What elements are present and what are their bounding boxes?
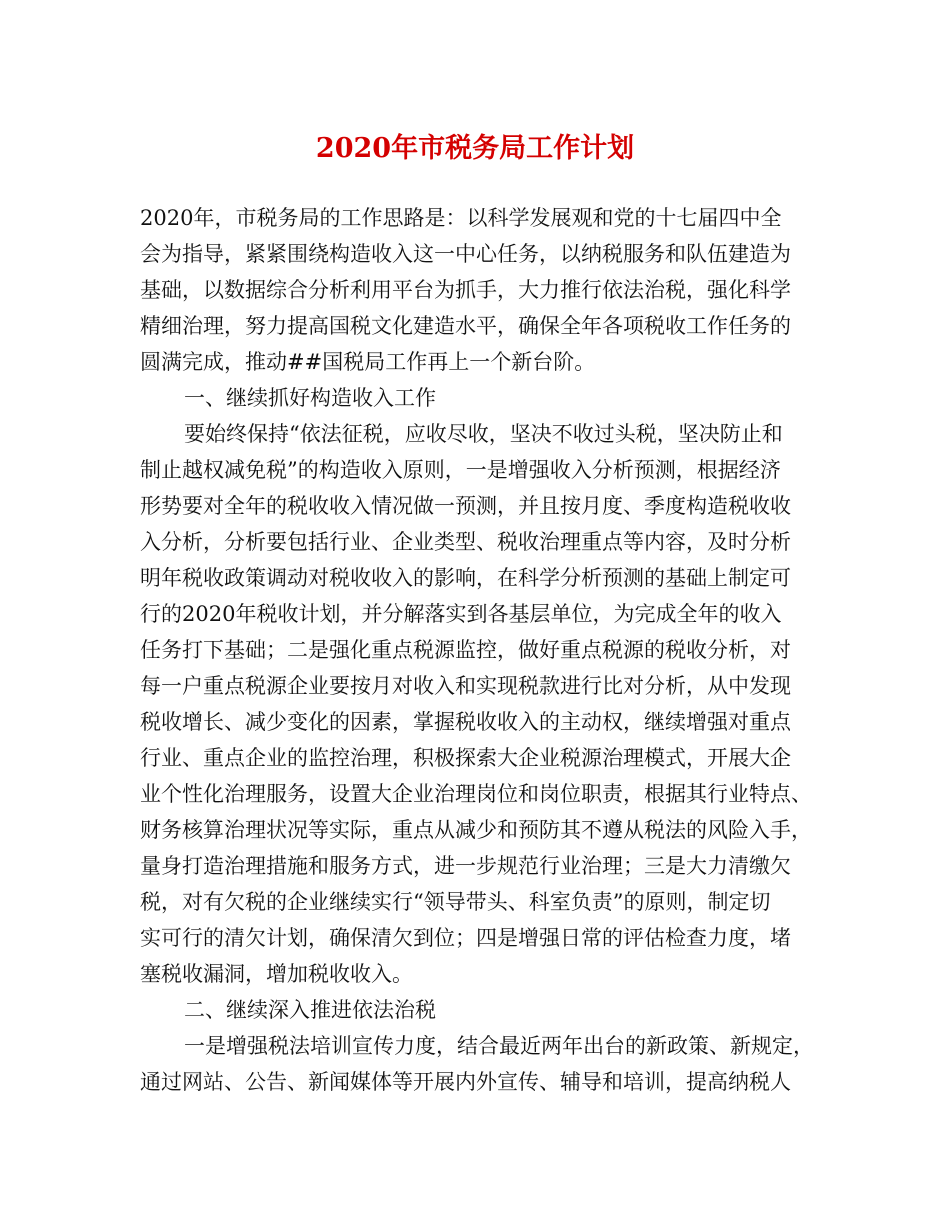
- paragraph-line: 基础，以数据综合分析利用平台为抓手，大力推行依法治税，强化科学: [140, 278, 791, 302]
- paragraph-line: 税收增长、减少变化的因素，掌握税收收入的主动权，继续增强对重点: [140, 710, 791, 734]
- paragraph-line: 任务打下基础；二是强化重点税源监控，做好重点税源的税收分析，对: [140, 638, 791, 662]
- paragraph-line: 量身打造治理措施和服务方式，进一步规范行业治理；三是大力清缴欠: [140, 854, 791, 878]
- section-heading-1: 一、继续抓好构造收入工作: [184, 386, 436, 410]
- paragraph-line: 通过网站、公告、新闻媒体等开展内外宣传、辅导和培训，提高纳税人: [140, 1070, 791, 1094]
- paragraph-line: 行业、重点企业的监控治理，积极探索大企业税源治理模式，开展大企: [140, 746, 791, 770]
- paragraph-line: 形势要对全年的税收收入情况做一预测，并且按月度、季度构造税收收: [140, 494, 791, 518]
- paragraph-line: 圆满完成，推动##国税局工作再上一个新台阶。: [140, 350, 596, 374]
- paragraph-line: 每一户重点税源企业要按月对收入和实现税款进行比对分析，从中发现: [140, 674, 791, 698]
- paragraph-line: 业个性化治理服务，设置大企业治理岗位和岗位职责，根据其行业特点、: [140, 782, 812, 806]
- paragraph-line: 2020年，市税务局的工作思路是：以科学发展观和党的十七届四中全: [140, 206, 782, 230]
- document-body: [140, 200, 830, 1100]
- paragraph-line: 明年税收政策调动对税收收入的影响，在科学分析预测的基础上制定可: [140, 566, 791, 590]
- paragraph-line: 精细治理，努力提高国税文化建造水平，确保全年各项税收工作任务的: [140, 314, 791, 338]
- paragraph-line: 入分析，分析要包括行业、企业类型、税收治理重点等内容，及时分析: [140, 530, 791, 554]
- paragraph-line: 制止越权减免税”的构造收入原则，一是增强收入分析预测，根据经济: [140, 458, 781, 482]
- paragraph-line: 塞税收漏洞，增加税收收入。: [140, 962, 413, 986]
- paragraph-line: 会为指导，紧紧围绕构造收入这一中心任务，以纳税服务和队伍建造为: [140, 242, 791, 266]
- paragraph-line: 实可行的清欠计划，确保清欠到位；四是增强日常的评估检查力度，堵: [140, 926, 791, 950]
- paragraph-line: 要始终保持“依法征税，应收尽收，坚决不收过头税，坚决防止和: [184, 422, 783, 446]
- section-heading-2: 二、继续深入推进依法治税: [184, 998, 436, 1022]
- paragraph-line: 税，对有欠税的企业继续实行“领导带头、科室负责”的原则，制定切: [140, 890, 771, 914]
- paragraph-line: 行的2020年税收计划，并分解落实到各基层单位，为完成全年的收入: [140, 602, 782, 626]
- paragraph-line: 一是增强税法培训宣传力度，结合最近两年出台的新政策、新规定，: [184, 1034, 814, 1058]
- paragraph-line: 财务核算治理状况等实际，重点从减少和预防其不遵从税法的风险入手，: [140, 818, 812, 842]
- document-title: 2020年市税务局工作计划: [315, 133, 635, 164]
